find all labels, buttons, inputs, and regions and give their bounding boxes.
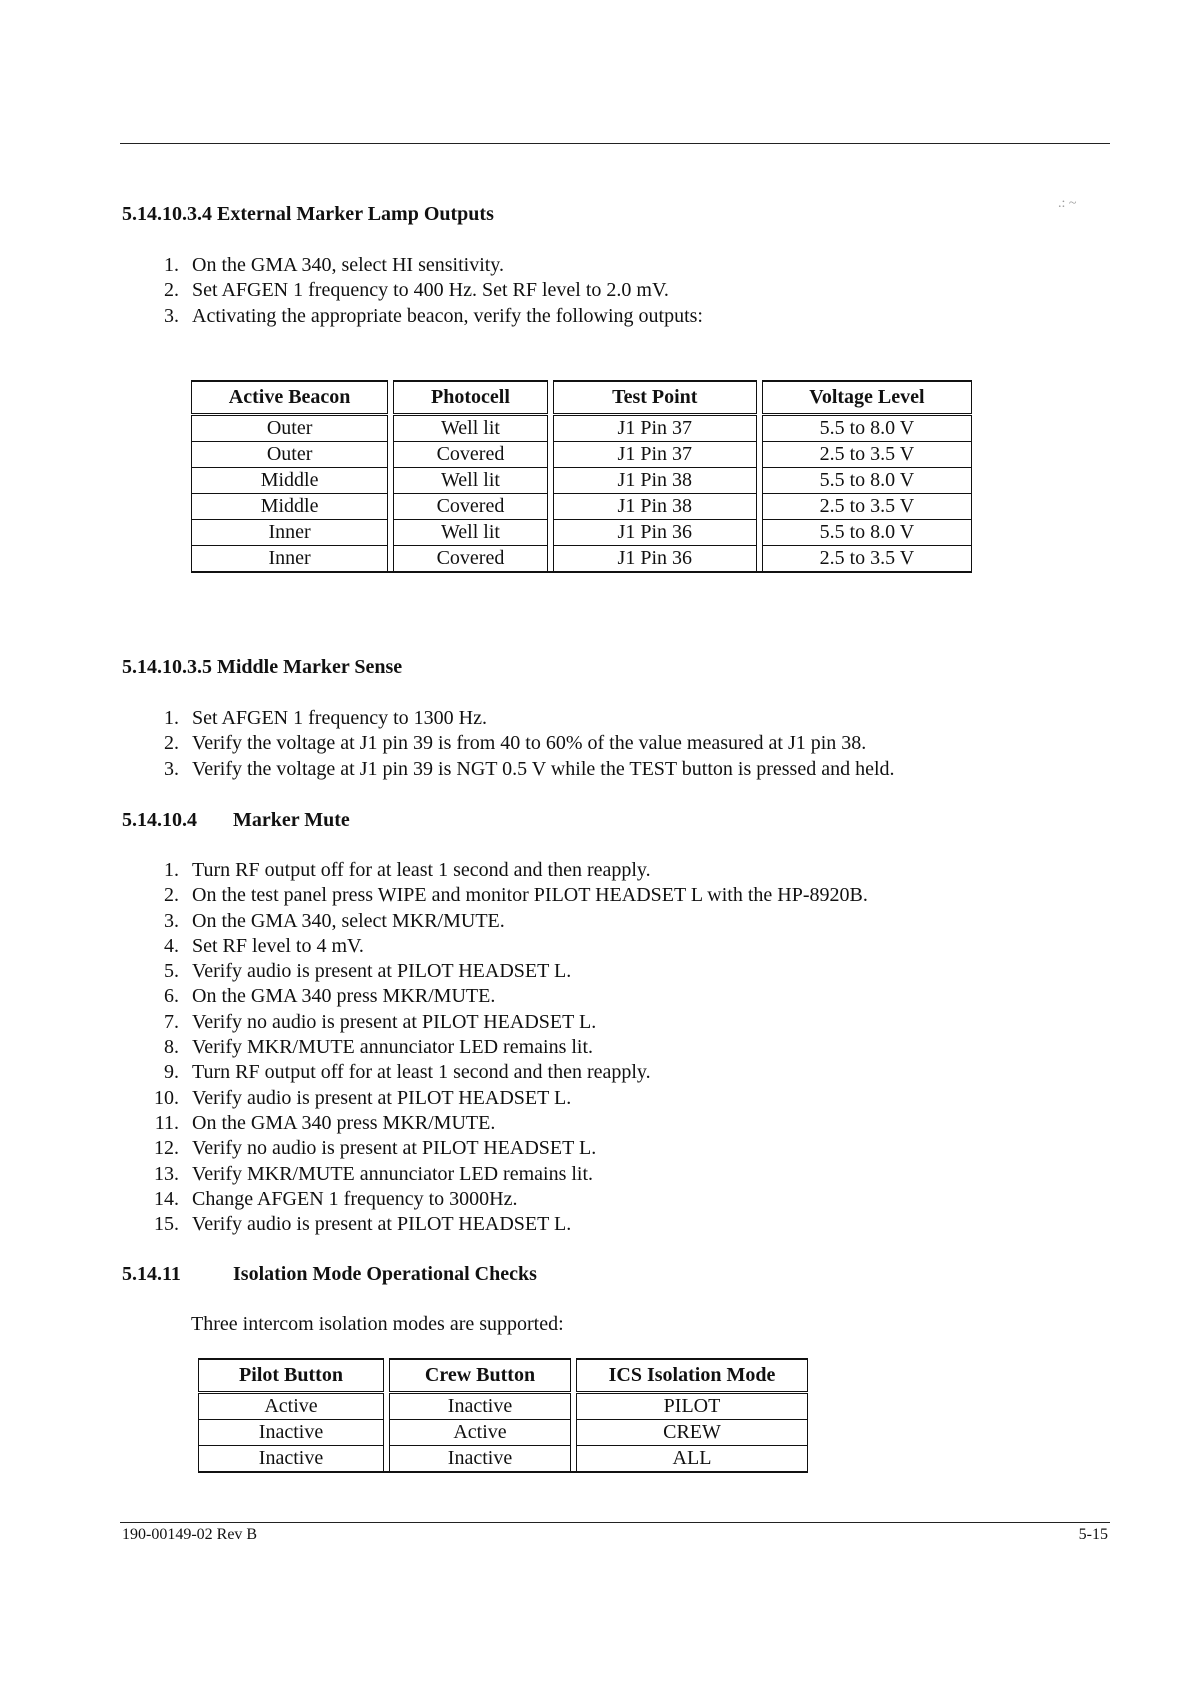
list-item: 2. On the test panel press WIPE and monitor PILOT HEADSET L with the HP-8920B. [164,884,868,907]
section-heading-mid-marker [122,656,402,679]
col-header: Photocell [394,381,548,415]
list-item: 2. Set AFGEN 1 frequency to 400 Hz. Set RF level to 2.0 mV. [164,279,669,302]
list-item: 7. Verify no audio is present at PILOT HEADSET L. [164,1010,597,1033]
section-title: Middle Marker Sense [217,656,403,678]
doc-number: 190-00149-02 Rev B [122,1526,258,1543]
section-title: Isolation Mode Operational Checks [233,1263,537,1285]
marker-lamp-table [191,380,972,573]
list-item: 13. Verify MKR/MUTE annunciator LED remains lit. [154,1162,594,1185]
list-item: 1. Turn RF output off for at least 1 second and then reapply. [164,859,651,881]
table-header-row [199,1359,808,1393]
col-header: Pilot Button [199,1359,384,1393]
section-number: 5.14.10.3.5 [122,656,212,678]
table-row: Outer Covered J1 Pin 37 2.5 to 3.5 V [192,442,972,468]
col-header: Test Point [553,381,756,415]
list-item: 10. Verify audio is present at PILOT HEADSET L. [154,1086,572,1109]
list-item: 4. Set RF level to 4 mV. [164,934,364,957]
list-item: 3. On the GMA 340, select MKR/MUTE. [164,909,505,932]
section-title: Marker Mute [233,809,350,831]
table-header-row [192,381,972,415]
col-header: Active Beacon [192,381,388,415]
footer-rule [120,1522,1110,1523]
list-item: 8. Verify MKR/MUTE annunciator LED remains lit. [164,1036,594,1059]
section-number: 5.14.10.3.4 [122,203,212,225]
margin-mark: .: ~ [1058,196,1077,211]
header-rule [120,143,1110,144]
table-row: Inner Covered J1 Pin 36 2.5 to 3.5 V [192,546,972,573]
list-item: 12. Verify no audio is present at PILOT HEADSET L. [154,1137,597,1160]
section-title: External Marker Lamp Outputs [217,203,494,225]
ext-marker-steps [122,253,703,329]
isolation-intro: Three intercom isolation modes are supported: [191,1313,564,1335]
section-number: 5.14.10.4 [122,809,197,831]
page-number: 5-15 [1078,1526,1108,1543]
list-item: 15. Verify audio is present at PILOT HEADSET L. [154,1213,572,1236]
section-heading-isolation [122,1263,537,1286]
mid-marker-steps [122,706,895,782]
table-row: Inner Well lit J1 Pin 36 5.5 to 8.0 V [192,520,972,546]
col-header: ICS Isolation Mode [577,1359,808,1393]
list-item: 11. On the GMA 340 press MKR/MUTE. [154,1111,496,1134]
col-header: Crew Button [390,1359,571,1393]
list-item: 6. On the GMA 340 press MKR/MUTE. [164,985,496,1008]
table-row: Active Inactive PILOT [199,1393,808,1420]
list-item: 9. Turn RF output off for at least 1 second and then reapply. [164,1061,651,1084]
list-item: 1. On the GMA 340, select HI sensitivity. [164,254,505,276]
table-row: Outer Well lit J1 Pin 37 5.5 to 8.0 V [192,415,972,442]
table-row: Inactive Inactive ALL [199,1446,808,1473]
col-header: Voltage Level [762,381,971,415]
table-row: Inactive Active CREW [199,1420,808,1446]
section-heading-marker-mute [122,809,350,832]
table-row: Middle Well lit J1 Pin 38 5.5 to 8.0 V [192,468,972,494]
list-item: 3. Activating the appropriate beacon, verify the following outputs: [164,304,703,327]
list-item: 14. Change AFGEN 1 frequency to 3000Hz. [154,1187,518,1210]
list-item: 2. Verify the voltage at J1 pin 39 is from 40 to 60% of the value measured at J1 pin 38. [164,732,867,755]
list-item: 5. Verify audio is present at PILOT HEADSET L. [164,960,572,983]
marker-mute-steps [122,858,868,1237]
isolation-mode-table [198,1358,808,1473]
list-item: 1. Set AFGEN 1 frequency to 1300 Hz. [164,707,487,729]
section-number: 5.14.11 [122,1263,181,1285]
list-item: 3. Verify the voltage at J1 pin 39 is NGT 0.5 V while the TEST button is pressed and held. [164,757,895,780]
section-heading-ext-marker [122,203,494,226]
table-row: Middle Covered J1 Pin 38 2.5 to 3.5 V [192,494,972,520]
